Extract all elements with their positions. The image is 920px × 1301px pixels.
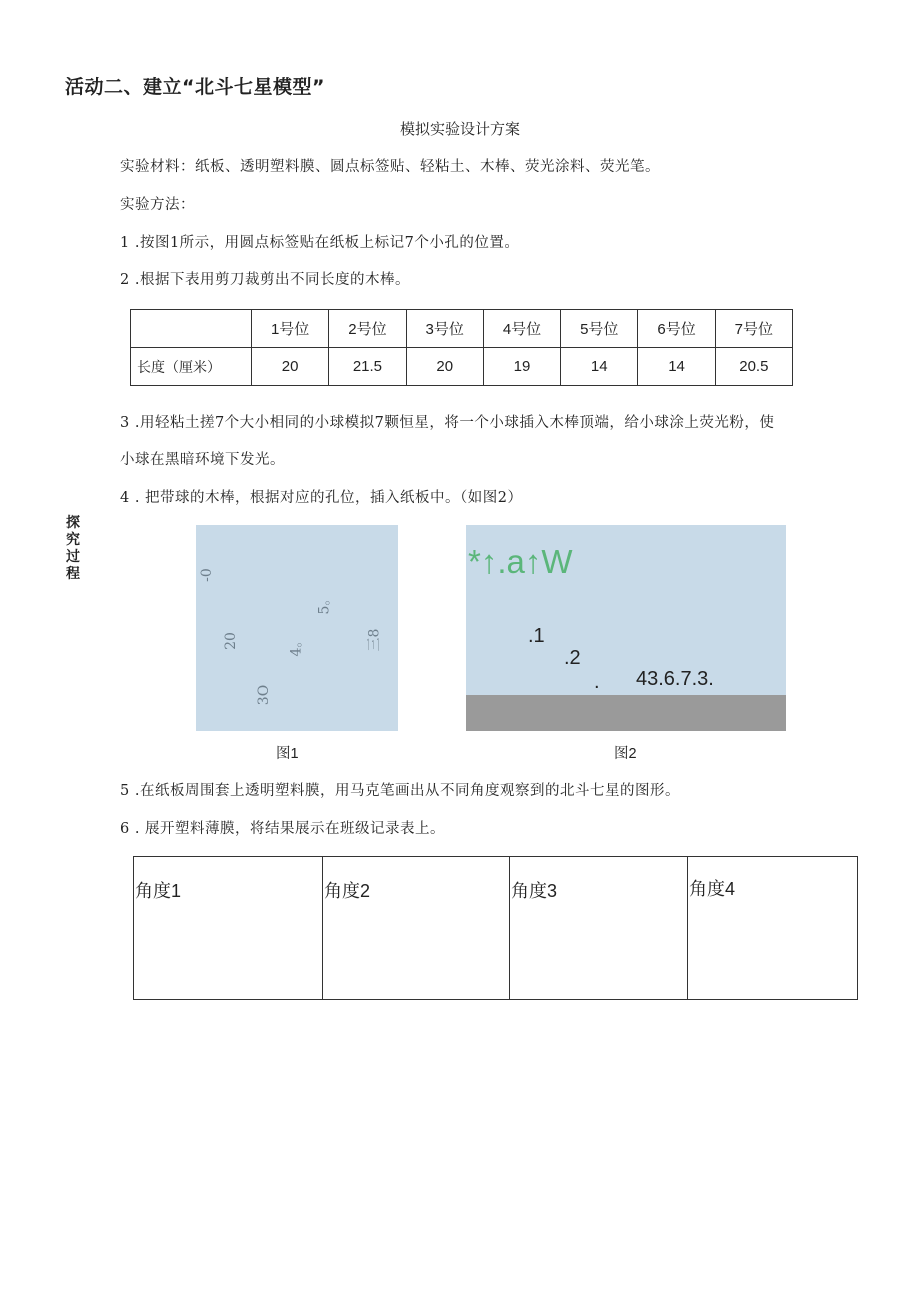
figure-1-board: [196, 525, 398, 731]
table-cell: 6号位: [638, 310, 715, 348]
table-cell: 20.5: [715, 348, 792, 386]
table-cell: 2号位: [329, 310, 406, 348]
table-cell: 3号位: [406, 310, 483, 348]
table-cell: 14: [638, 348, 715, 386]
table-row: [131, 348, 793, 386]
glow-text: *↑.a↑W: [468, 543, 573, 580]
stick-mark: .: [594, 671, 600, 693]
length-table: [130, 309, 793, 386]
figure-2-caption: 图2: [614, 746, 637, 762]
angle-cell: 角度2: [323, 857, 510, 1000]
step-3: 3 .用轻粘土搓7个大小相同的小球模拟7颗恒星，将一个小球插入木棒顶端，给小球涂上荧光粉，使: [120, 415, 775, 431]
table-cell: 7号位: [715, 310, 792, 348]
angle-cell: 角度4: [688, 857, 858, 1000]
table-row: [134, 857, 858, 1000]
table-cell: [131, 310, 252, 348]
figure-1-caption: 图1: [276, 746, 299, 762]
stick-mark: .1: [528, 625, 545, 647]
step-5: 5 .在纸板周围套上透明塑料膜，用马克笔画出从不同角度观察到的北斗七星的图形。: [120, 783, 680, 799]
angle-cell: 角度1: [134, 857, 323, 1000]
method-label: 实验方法：: [120, 197, 195, 213]
table-row: [131, 310, 793, 348]
table-cell: 20: [406, 348, 483, 386]
table-cell: 20: [252, 348, 329, 386]
step-2: 2 .根据下表用剪刀裁剪出不同长度的木棒。: [120, 272, 410, 288]
step-4: 4 . 把带球的木棒，根据对应的孔位，插入纸板中。（如图2）: [120, 490, 523, 506]
hole-mark: 3O: [256, 684, 273, 706]
ground-strip: [466, 695, 786, 731]
hole-mark: 20: [222, 632, 239, 650]
step-1: 1 .按图1所示，用圆点标签贴在纸板上标记7个小孔的位置。: [120, 235, 520, 251]
hole-mark: -0: [198, 568, 215, 582]
plan-title: 模拟实验设计方案: [399, 120, 520, 138]
figure-2-board: [466, 525, 786, 731]
row-label: 长度（厘米）: [131, 348, 252, 386]
stick-mark: 43.6.7.3.: [636, 668, 714, 690]
activity-heading: 活动二、建立“北斗七星模型”: [65, 76, 325, 98]
angle-cell: 角度3: [510, 857, 688, 1000]
step-6: 6 . 展开塑料薄膜，将结果展示在班级记录表上。: [120, 821, 446, 837]
side-label: 探究过程: [66, 515, 80, 582]
hole-mark: 4。: [288, 633, 305, 657]
table-cell: 14: [561, 348, 638, 386]
table-cell: 19: [483, 348, 560, 386]
angle-record-table: [133, 856, 858, 1000]
materials-line: 实验材料：纸板、透明塑料膜、圆点标签贴、轻粘土、木棒、荧光涂料、荧光笔。: [120, 159, 660, 175]
table-cell: 5号位: [561, 310, 638, 348]
table-cell: 21.5: [329, 348, 406, 386]
table-cell: 4号位: [483, 310, 560, 348]
stick-mark: .2: [564, 647, 581, 669]
table-cell: 1号位: [252, 310, 329, 348]
hole-mark: 三8: [366, 628, 383, 652]
hole-mark: 5。: [316, 591, 333, 615]
step-3-cont: 小球在黑暗环境下发光。: [120, 452, 285, 468]
